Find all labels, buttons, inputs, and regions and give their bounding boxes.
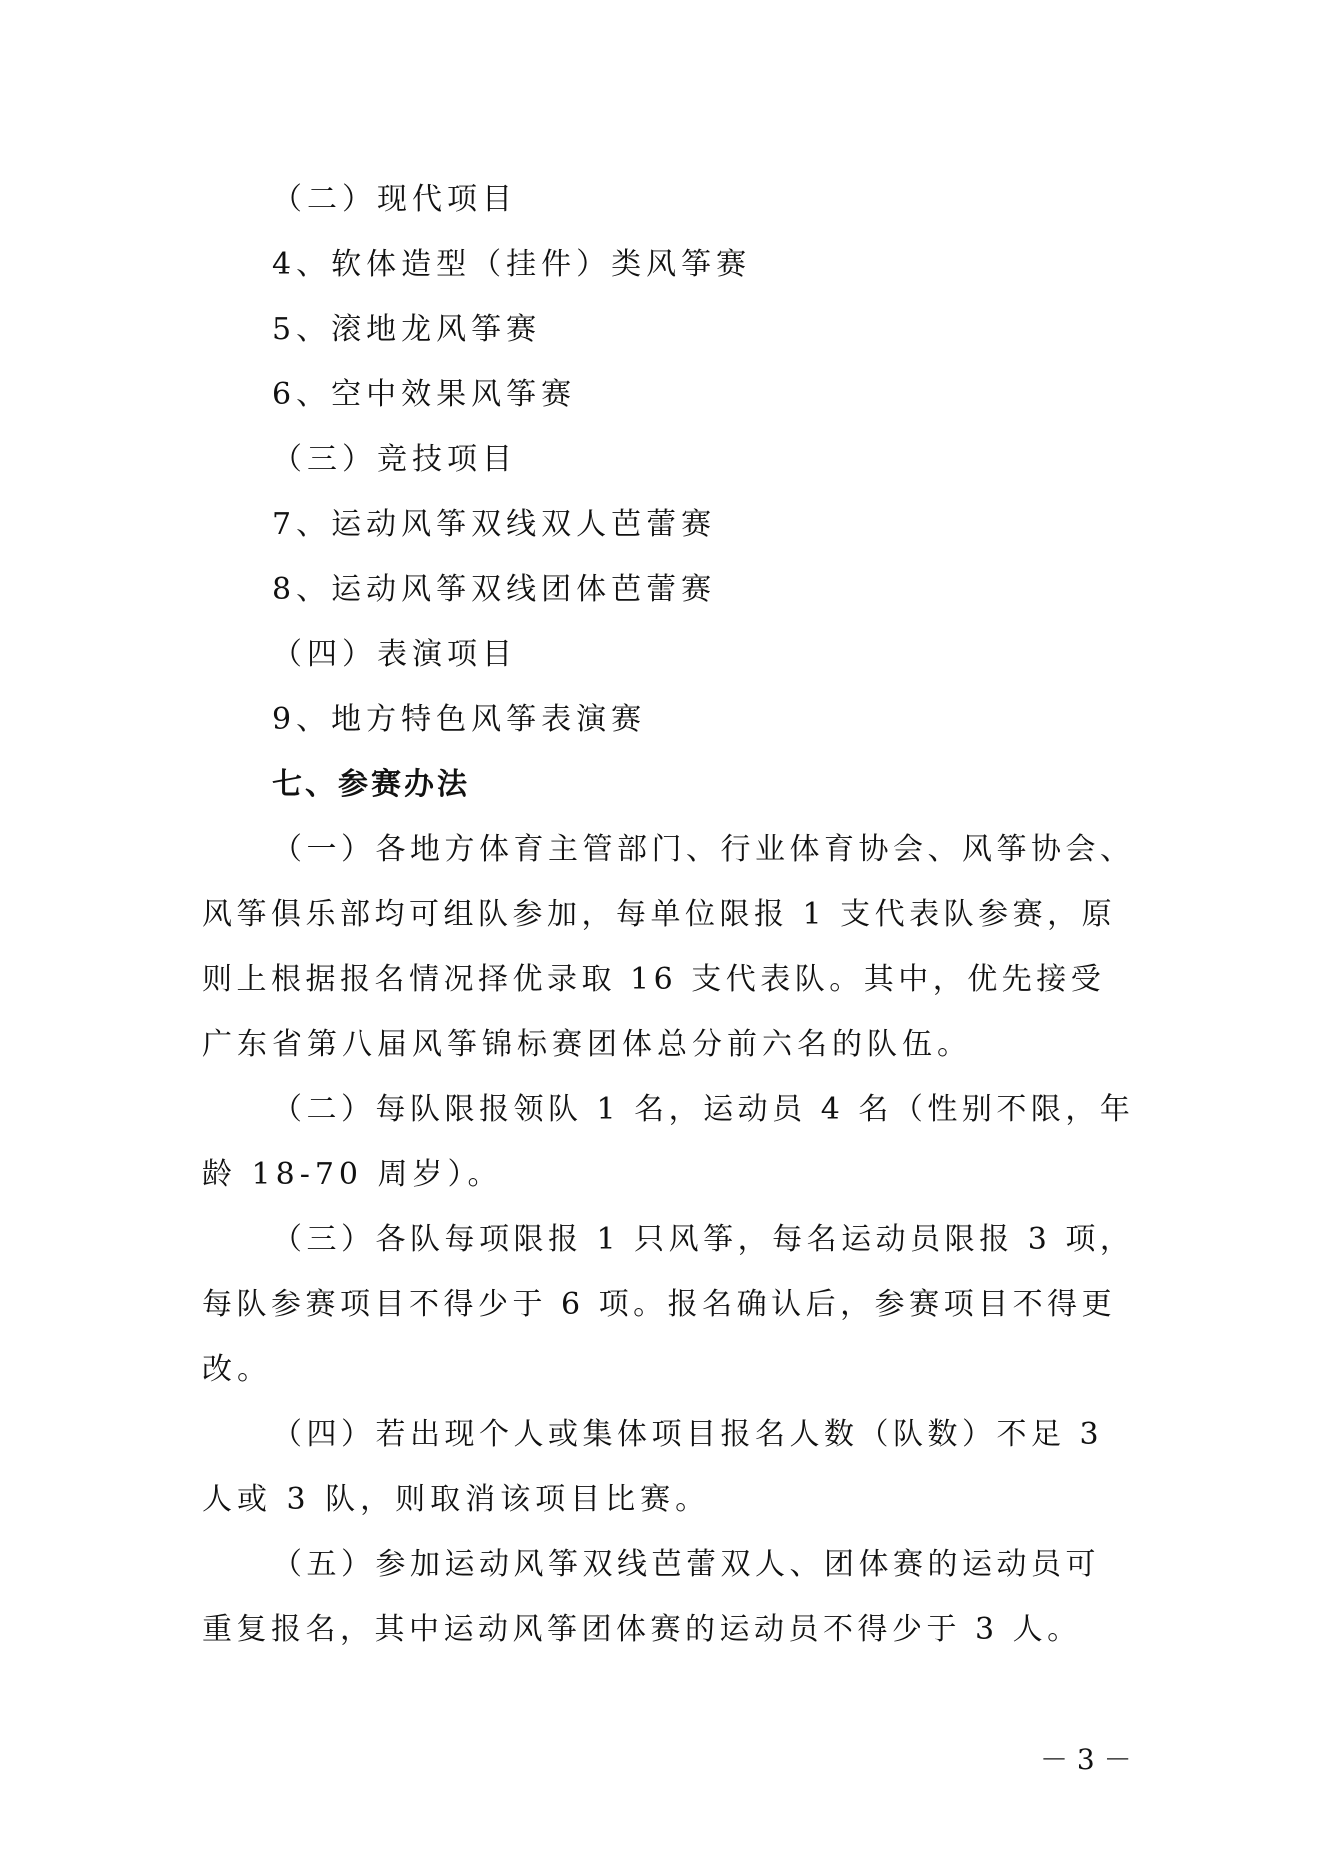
paragraph-line: 则上根据报名情况择优录取 16 支代表队。其中，优先接受 bbox=[202, 962, 1106, 997]
paragraph-line: 龄 18-70 周岁）。 bbox=[202, 1157, 503, 1192]
paragraph-line: （二）每队限报领队 1 名，运动员 4 名（性别不限，年 bbox=[272, 1092, 1135, 1127]
subheading-modern-events: （二）现代项目 bbox=[272, 182, 517, 217]
paragraph-line: 每队参赛项目不得少于 6 项。报名确认后，参赛项目不得更 bbox=[202, 1287, 1117, 1322]
paragraph-line: 风筝俱乐部均可组队参加，每单位限报 1 支代表队参赛，原 bbox=[202, 897, 1117, 932]
subheading-competitive-events: （三）竞技项目 bbox=[272, 442, 517, 477]
list-item: 7、运动风筝双线双人芭蕾赛 bbox=[272, 507, 717, 542]
paragraph-line: （五）参加运动风筝双线芭蕾双人、团体赛的运动员可 bbox=[272, 1547, 1100, 1582]
list-item: 6、空中效果风筝赛 bbox=[272, 377, 577, 412]
section-heading: 七、参赛办法 bbox=[272, 767, 470, 802]
paragraph-line: 改。 bbox=[202, 1352, 272, 1387]
paragraph-line: 广东省第八届风筝锦标赛团体总分前六名的队伍。 bbox=[202, 1027, 972, 1062]
subheading-performance-events: （四）表演项目 bbox=[272, 637, 517, 672]
list-item: 8、运动风筝双线团体芭蕾赛 bbox=[272, 572, 717, 607]
paragraph-line: 重复报名，其中运动风筝团体赛的运动员不得少于 3 人。 bbox=[202, 1612, 1082, 1647]
list-item: 4、软体造型（挂件）类风筝赛 bbox=[272, 247, 752, 282]
page-number: － 3 － bbox=[1040, 1743, 1132, 1776]
list-item: 9、地方特色风筝表演赛 bbox=[272, 702, 647, 737]
paragraph-line: （三）各队每项限报 1 只风筝，每名运动员限报 3 项， bbox=[272, 1222, 1135, 1257]
paragraph-line: （四）若出现个人或集体项目报名人数（队数）不足 3 bbox=[272, 1417, 1104, 1452]
paragraph-line: （一）各地方体育主管部门、行业体育协会、风筝协会、 bbox=[272, 832, 1135, 867]
paragraph-line: 人或 3 队，则取消该项目比赛。 bbox=[202, 1482, 711, 1517]
list-item: 5、滚地龙风筝赛 bbox=[272, 312, 542, 347]
